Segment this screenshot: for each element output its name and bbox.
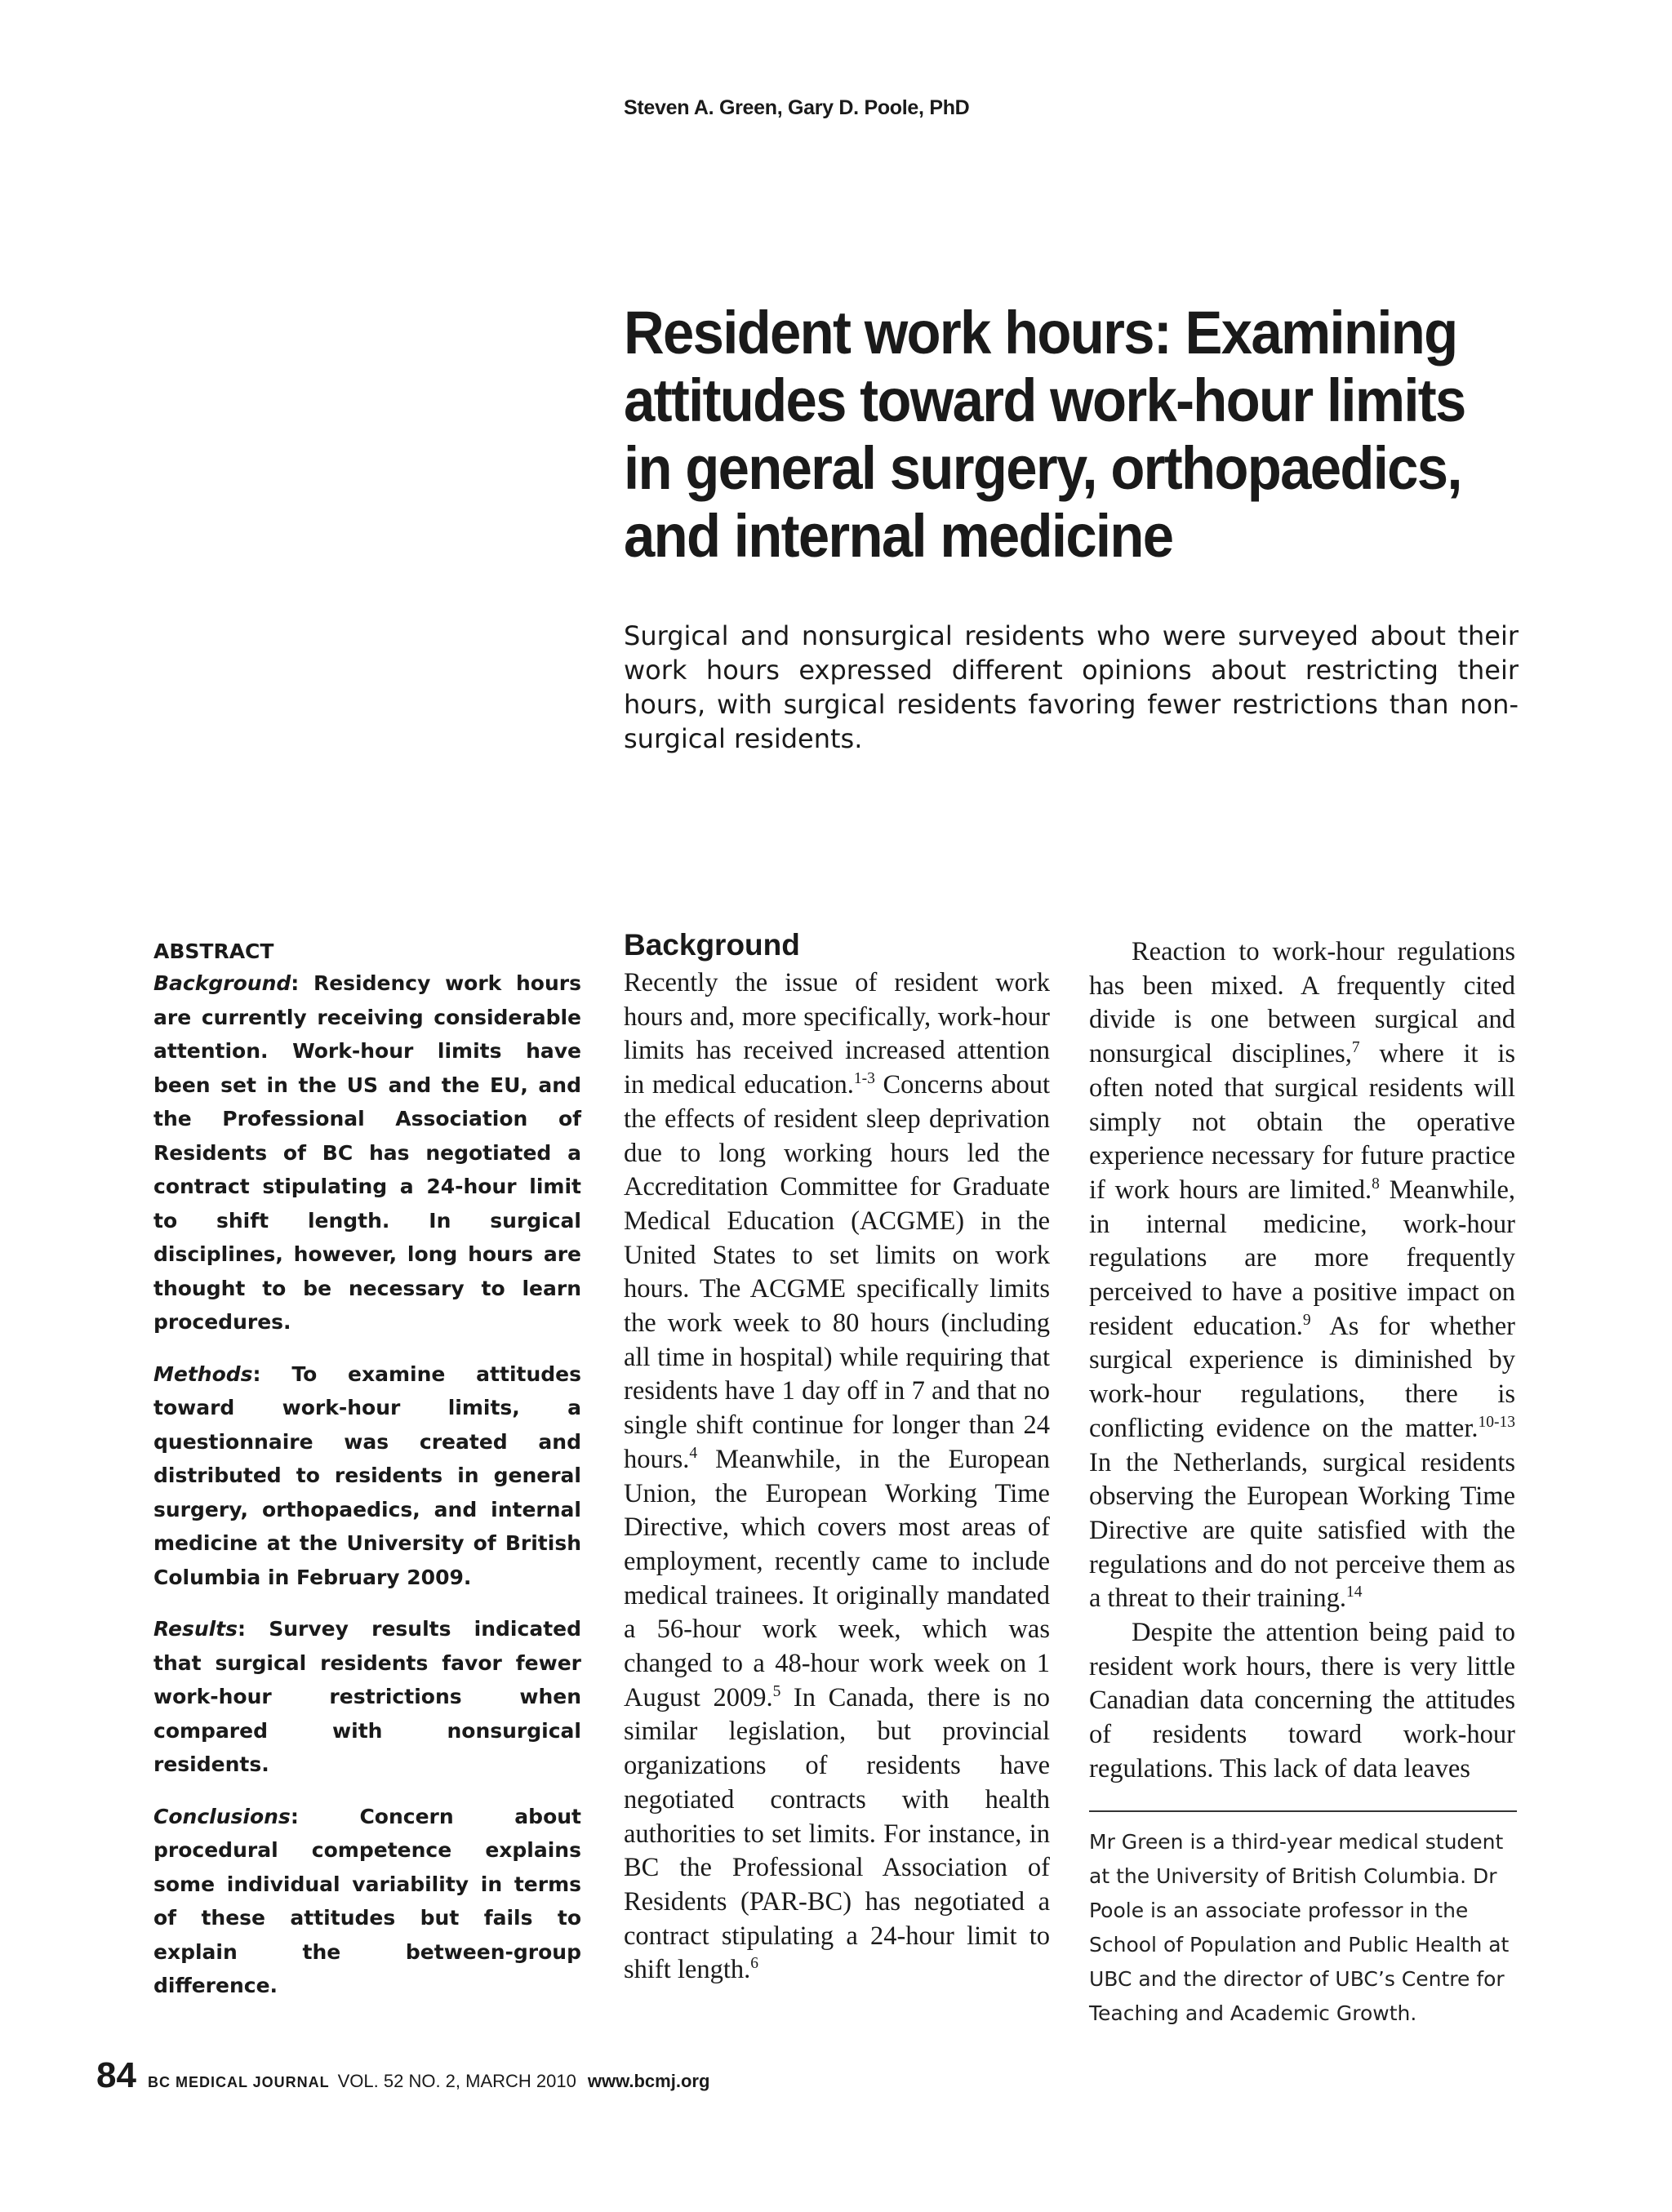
- journal-volume: VOL. 52 NO. 2, MARCH 2010: [337, 2071, 576, 2091]
- author-byline: Steven A. Green, Gary D. Poole, PhD: [624, 96, 970, 119]
- bio-divider: [1089, 1810, 1517, 1812]
- abstract-heading: ABSTRACT: [153, 939, 274, 963]
- citation-ref: 1-3: [853, 1070, 875, 1088]
- page-number: 84: [96, 2055, 136, 2095]
- section-heading-background: Background: [624, 928, 800, 962]
- body-paragraph-1: [624, 966, 1050, 1988]
- abstract-methods: [153, 1357, 581, 1595]
- body-paragraph-3: Despite the attention being paid to resident work hours, there is very little Canadian data concerning the attitudes of residents toward work-hour regulations. This lack of data leaves: [1089, 1618, 1515, 1783]
- abstract-results-text: : Survey results indicated that surgical residents favor fewer work-hour restrictions when compared with nonsurgical residents.: [153, 1617, 581, 1776]
- body-column-2: [1089, 935, 1515, 1787]
- abstract-methods-text: : To examine attitudes toward work-hour limits, a questionnaire was created and distributed to residents in general surgery, orthopaedics, and internal medicine at the University of British Columbia in February 2009.: [153, 1361, 581, 1589]
- citation-ref: 9: [1302, 1311, 1311, 1329]
- body-column-1: [624, 927, 1050, 1988]
- abstract-results: [153, 1612, 581, 1782]
- abstract-conclusions: [153, 1800, 581, 2003]
- citation-ref: 10-13: [1478, 1414, 1515, 1432]
- author-bio: Mr Green is a third-year medical student at the University of British Columbia. Dr Poole is an associate professor in the School of Population and Public Health at UBC and the director of UBC’s Centre for Teaching and Academic Growth.: [1089, 1830, 1510, 2025]
- citation-ref: 5: [772, 1682, 781, 1700]
- body-text: Reaction to work-hour regulations has been mixed. A frequently cited divide is one between surgical and nonsurgical disciplines,: [1089, 937, 1515, 1069]
- abstract-results-label: Results: [153, 1617, 238, 1641]
- page-footer: [96, 2055, 709, 2096]
- citation-ref: 14: [1345, 1583, 1363, 1601]
- body-paragraph-2: [1089, 935, 1515, 1616]
- body-text: In the Netherlands, surgical residents observing the European Working Time Directive are quite satisfied with the regulations and do not perceive them as a threat to their training.: [1089, 1447, 1515, 1614]
- article-deck: Surgical and nonsurgical residents who were surveyed about their work hours expressed different opinions about restricting their hours, with surgical residents favoring fewer restrictions than non-surgical residents.: [624, 620, 1519, 754]
- citation-ref: 6: [750, 1955, 759, 1973]
- citation-ref: 7: [1351, 1039, 1360, 1057]
- citation-ref: 4: [689, 1445, 698, 1463]
- body-text: Recently the issue of resident work hours and, more specifically, work-hour limits has received increased attention in medical education.: [624, 968, 1050, 1100]
- body-text: where it is often noted that surgical residents will simply not obtain the operative experience necessary for future practice if work hours are limited.: [1089, 1039, 1515, 1205]
- journal-name: BC MEDICAL JOURNAL: [147, 2074, 330, 2090]
- abstract-background-text: : Residency work hours are currently receiving considerable attention. Work-hour limits have been set in the US and the EU, and the Professional Association of Residents of BC has negotiated a contract stipulating a 24-hour limit to shift length. In surgical disciplines, however, long hours are thought to be necessary to learn procedures.: [153, 971, 581, 1334]
- abstract-background-label: Background: [153, 971, 291, 995]
- citation-ref: 8: [1372, 1175, 1380, 1193]
- body-text: As for whether surgical experience is diminished by work-hour regulations, there is conflicting evidence on the matter.: [1089, 1311, 1515, 1443]
- abstract-background: [153, 966, 581, 1339]
- body-text: Concerns about the effects of resident sleep deprivation due to long working hours led the Accreditation Committee for Graduate Medical Education (ACGME) in the United States to set limits on work hours. The ACGME specifically limits the work week to 80 hours (including all time in hospital) while requiring that residents have 1 day off in 7 and that no single shift continue for longer than 24 hours.: [624, 1070, 1050, 1474]
- abstract-conclusions-text: : Concern about procedural competence explains some individual variability in terms of these attitudes but fails to explain the between-group difference.: [153, 1804, 581, 1997]
- body-text: Meanwhile, in internal medicine, work-hour regulations are more frequently perceived to have a positive impact on resident education.: [1089, 1175, 1515, 1341]
- journal-url[interactable]: www.bcmj.org: [587, 2071, 710, 2091]
- body-text: Meanwhile, in the European Union, the European Working Time Directive, which covers most areas of employment, recently came to include medical trainees. It originally mandated a 56-hour work week, which was changed to a 48-hour work week on 1 August 2009.: [624, 1444, 1050, 1712]
- abstract-methods-label: Methods: [153, 1361, 253, 1386]
- body-text: In Canada, there is no similar legislation, but provincial organizations of residents have negotiated contracts with health authorities to set limits. For instance, in BC the Professional Association of Residents (PAR-BC) has negotiated a contract stipulating a 24-hour limit to shift length.: [624, 1682, 1051, 1985]
- article-title: Resident work hours: Examining attitudes toward work-hour limits in general surgery, orthopaedics, and internal medicine: [624, 299, 1465, 570]
- abstract-box: [153, 937, 581, 2021]
- abstract-conclusions-label: Conclusions: [153, 1804, 291, 1828]
